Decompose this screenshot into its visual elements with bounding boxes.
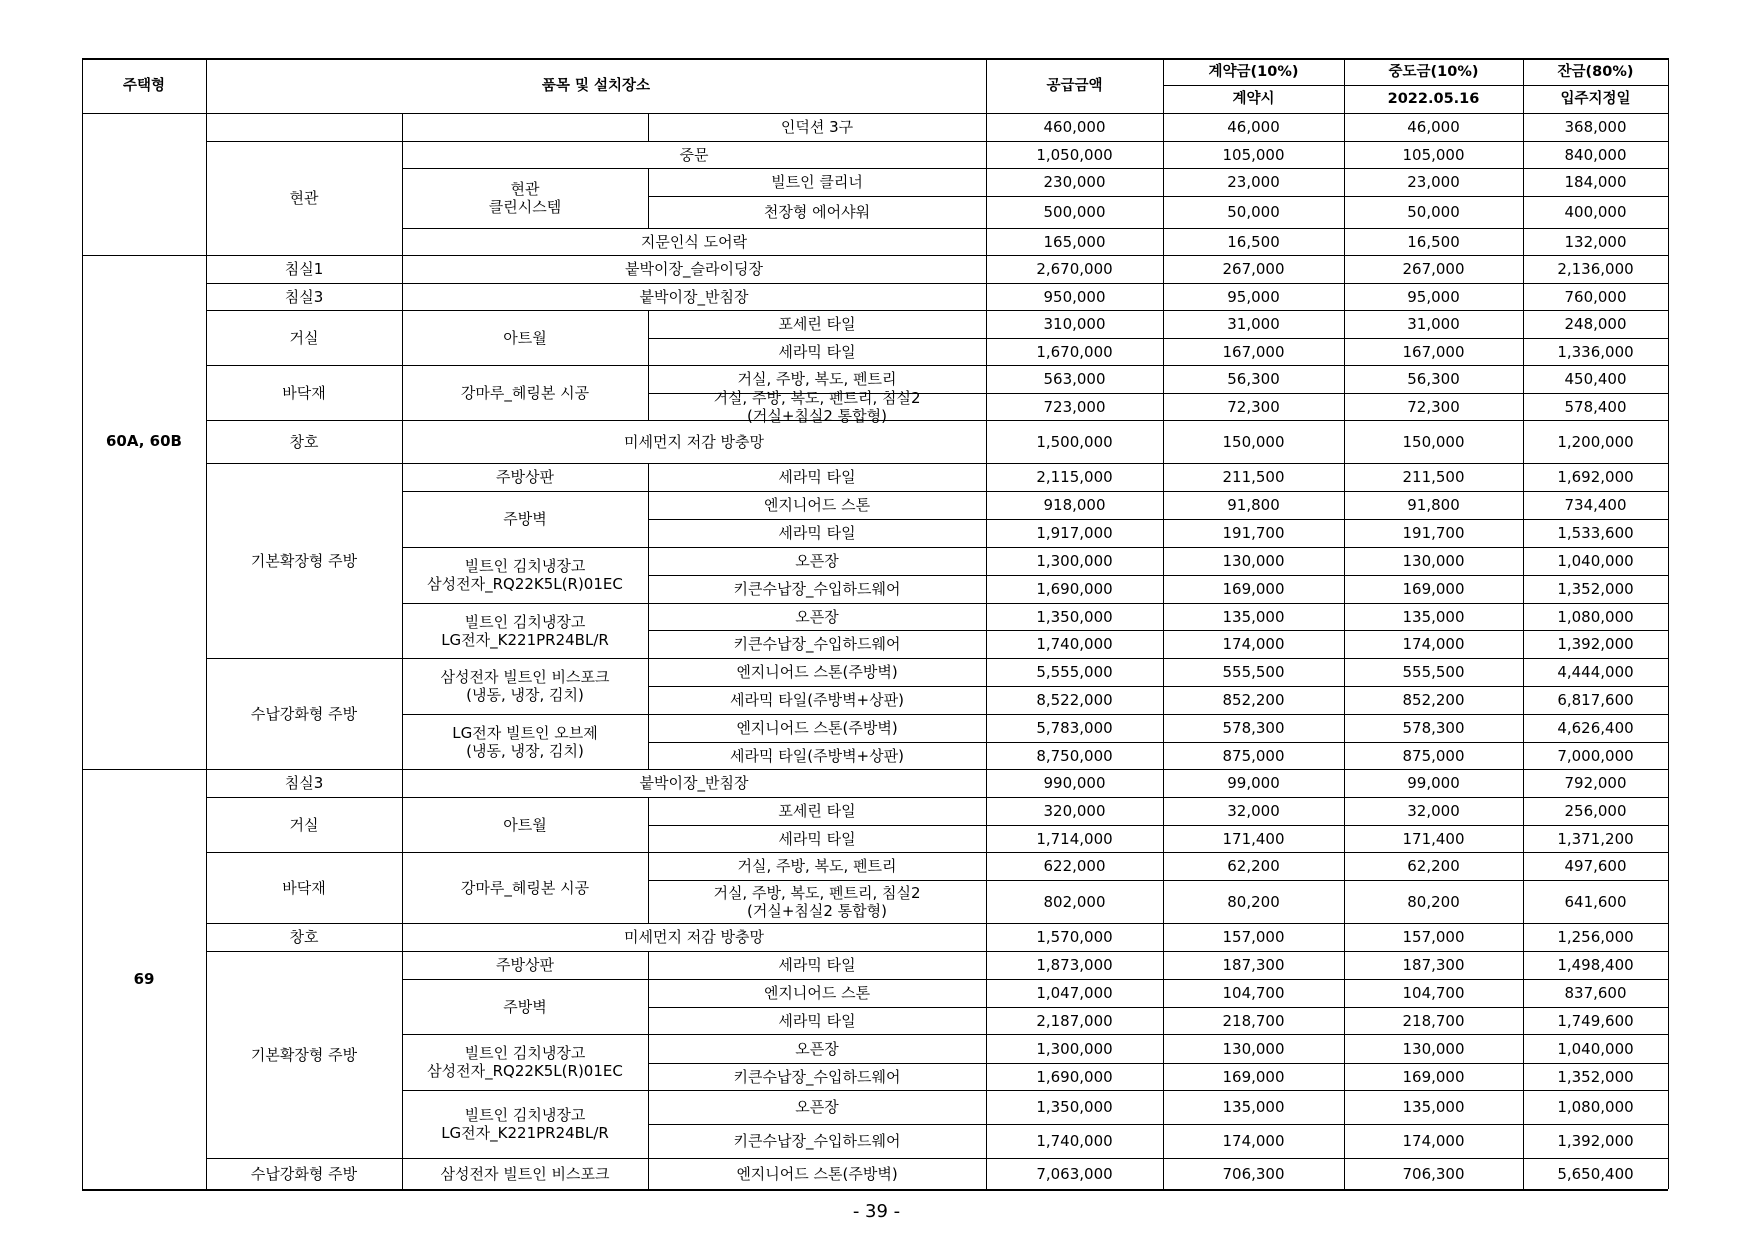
header-interim-sub: 2022.05.16 xyxy=(1387,91,1480,107)
row-interim: 99,000 xyxy=(1407,774,1460,792)
row-supply-price: 1,917,000 xyxy=(1036,524,1113,542)
row-item: 세라믹 타일 xyxy=(778,468,856,486)
row-item: 키큰수납장_수입하드웨어 xyxy=(733,1067,901,1086)
row-subcategory: 삼성전자 빌트인 비스포크 (냉동, 냉장, 김치) xyxy=(440,668,610,704)
row-interim: 23,000 xyxy=(1407,173,1460,191)
row-interim: 578,300 xyxy=(1402,719,1465,737)
row-supply-price: 230,000 xyxy=(1043,173,1106,191)
row-balance: 400,000 xyxy=(1564,203,1627,221)
row-interim: 72,300 xyxy=(1407,397,1460,416)
row-item: 세라믹 타일(주방벽+상판) xyxy=(730,746,904,765)
row-supply-price: 460,000 xyxy=(1043,118,1106,136)
row-interim: 169,000 xyxy=(1402,1067,1465,1086)
row-interim: 174,000 xyxy=(1402,1132,1465,1150)
row-deposit: 23,000 xyxy=(1227,173,1280,191)
row-supply-price: 918,000 xyxy=(1043,496,1106,514)
row-deposit: 56,300 xyxy=(1227,370,1280,388)
row-balance: 1,336,000 xyxy=(1557,342,1634,361)
row-interim: 91,800 xyxy=(1407,496,1460,514)
row-category: 수납강화형 주방 xyxy=(250,1164,358,1183)
row-interim: 150,000 xyxy=(1402,432,1465,451)
row-item: 지문인식 도어락 xyxy=(640,232,748,251)
row-balance: 256,000 xyxy=(1564,802,1627,820)
row-item: 미세먼지 저감 방충망 xyxy=(624,432,764,451)
row-supply-price: 723,000 xyxy=(1043,397,1106,416)
row-item: 빌트인 클리너 xyxy=(771,173,863,191)
row-item: 오픈장 xyxy=(795,552,839,570)
row-supply-price: 2,115,000 xyxy=(1036,468,1113,486)
row-balance: 641,600 xyxy=(1564,892,1627,911)
row-balance: 4,626,400 xyxy=(1557,719,1634,737)
row-category: 기본확장형 주방 xyxy=(250,551,358,570)
row-deposit: 171,400 xyxy=(1222,829,1285,848)
row-supply-price: 500,000 xyxy=(1043,203,1106,221)
row-category: 창호 xyxy=(289,432,319,451)
row-interim: 218,700 xyxy=(1402,1011,1465,1030)
row-deposit: 218,700 xyxy=(1222,1011,1285,1030)
header-supply-price: 공급금액 xyxy=(1046,77,1103,94)
row-item: 세라믹 타일 xyxy=(778,342,856,361)
row-balance: 6,817,600 xyxy=(1557,691,1634,709)
row-deposit: 169,000 xyxy=(1222,1067,1285,1086)
row-interim: 56,300 xyxy=(1407,370,1460,388)
row-item: 세라믹 타일 xyxy=(778,956,856,974)
row-supply-price: 1,350,000 xyxy=(1036,607,1113,626)
row-balance: 1,392,000 xyxy=(1557,635,1634,653)
row-supply-price: 7,063,000 xyxy=(1036,1164,1113,1183)
row-supply-price: 990,000 xyxy=(1043,774,1106,792)
header-interim: 중도금(10%) xyxy=(1388,63,1479,80)
row-item: 세라믹 타일 xyxy=(778,1011,856,1030)
row-supply-price: 8,750,000 xyxy=(1036,746,1113,765)
row-interim: 555,500 xyxy=(1402,663,1465,681)
row-balance: 1,749,600 xyxy=(1557,1011,1634,1030)
header-housing-type: 주택형 xyxy=(122,77,166,94)
row-interim: 130,000 xyxy=(1402,1039,1465,1058)
row-interim: 167,000 xyxy=(1402,342,1465,361)
row-balance: 1,080,000 xyxy=(1557,607,1634,626)
option-price-table xyxy=(82,58,1668,1189)
row-subcategory: 주방벽 xyxy=(503,997,547,1016)
row-category: 거실 xyxy=(289,815,319,834)
row-deposit: 62,200 xyxy=(1227,857,1280,875)
row-deposit: 267,000 xyxy=(1222,260,1285,278)
row-category: 바닥재 xyxy=(282,383,326,402)
row-item: 인덕션 3구 xyxy=(780,118,854,136)
row-deposit: 130,000 xyxy=(1222,552,1285,570)
row-supply-price: 1,047,000 xyxy=(1036,984,1113,1002)
row-subcategory: 아트월 xyxy=(503,328,547,347)
row-category: 창호 xyxy=(289,928,319,946)
row-deposit: 80,200 xyxy=(1227,892,1280,911)
row-deposit: 555,500 xyxy=(1222,663,1285,681)
row-deposit: 31,000 xyxy=(1227,315,1280,333)
row-balance: 1,352,000 xyxy=(1557,1067,1634,1086)
row-balance: 1,352,000 xyxy=(1557,580,1634,598)
row-category: 기본확장형 주방 xyxy=(250,1045,358,1064)
row-supply-price: 1,500,000 xyxy=(1036,432,1113,451)
row-supply-price: 310,000 xyxy=(1043,315,1106,333)
row-subcategory: 빌트인 김치냉장고 삼성전자_RQ22K5L(R)01EC xyxy=(427,557,623,593)
row-interim: 32,000 xyxy=(1407,802,1460,820)
row-interim: 169,000 xyxy=(1402,580,1465,598)
row-deposit: 167,000 xyxy=(1222,342,1285,361)
row-supply-price: 320,000 xyxy=(1043,802,1106,820)
row-subcategory: 현관 클린시스템 xyxy=(488,180,562,216)
row-subcategory: LG전자 빌트인 오브제 (냉동, 냉장, 김치) xyxy=(452,723,598,760)
row-deposit: 135,000 xyxy=(1222,607,1285,626)
group-label-69: 69 xyxy=(133,970,155,988)
row-supply-price: 950,000 xyxy=(1043,287,1106,306)
row-supply-price: 1,570,000 xyxy=(1036,928,1113,946)
row-balance: 5,650,400 xyxy=(1557,1164,1634,1183)
row-supply-price: 1,740,000 xyxy=(1036,635,1113,653)
row-item: 천장형 에어샤워 xyxy=(763,203,871,221)
row-supply-price: 1,670,000 xyxy=(1036,342,1113,361)
row-deposit: 105,000 xyxy=(1222,145,1285,164)
row-supply-price: 8,522,000 xyxy=(1036,691,1113,709)
row-deposit: 578,300 xyxy=(1222,719,1285,737)
row-item: 거실, 주방, 복도, 펜트리 xyxy=(737,857,897,875)
row-category: 침실3 xyxy=(284,287,324,306)
row-item: 세라믹 타일 xyxy=(778,524,856,542)
row-balance: 1,498,400 xyxy=(1557,956,1634,974)
row-category: 침실1 xyxy=(284,260,324,278)
header-item-location: 품목 및 설치장소 xyxy=(541,77,651,94)
row-balance: 1,040,000 xyxy=(1557,1039,1634,1058)
row-balance: 1,392,000 xyxy=(1557,1132,1634,1150)
row-deposit: 706,300 xyxy=(1222,1164,1285,1183)
row-interim: 171,400 xyxy=(1402,829,1465,848)
row-deposit: 46,000 xyxy=(1227,118,1280,136)
row-interim: 174,000 xyxy=(1402,635,1465,653)
row-supply-price: 165,000 xyxy=(1043,232,1106,251)
row-item: 키큰수납장_수입하드웨어 xyxy=(733,1132,901,1150)
header-deposit: 계약금(10%) xyxy=(1208,63,1299,80)
row-balance: 837,600 xyxy=(1564,984,1627,1002)
row-item: 붙박이장_반침장 xyxy=(639,287,749,306)
row-balance: 368,000 xyxy=(1564,118,1627,136)
row-deposit: 191,700 xyxy=(1222,524,1285,542)
row-supply-price: 1,873,000 xyxy=(1036,956,1113,974)
row-supply-price: 2,187,000 xyxy=(1036,1011,1113,1030)
row-deposit: 169,000 xyxy=(1222,580,1285,598)
row-balance: 132,000 xyxy=(1564,232,1627,251)
row-item: 거실, 주방, 복도, 펜트리, 침실2 (거실+침실2 통합형) xyxy=(713,388,921,425)
row-balance: 248,000 xyxy=(1564,315,1627,333)
row-deposit: 104,700 xyxy=(1222,984,1285,1002)
row-category: 수납강화형 주방 xyxy=(250,704,358,723)
page-number: - 39 - xyxy=(852,1201,901,1222)
row-supply-price: 1,300,000 xyxy=(1036,1039,1113,1058)
row-item: 중문 xyxy=(679,145,709,164)
row-deposit: 16,500 xyxy=(1227,232,1280,251)
row-deposit: 72,300 xyxy=(1227,397,1280,416)
row-interim: 80,200 xyxy=(1407,892,1460,911)
row-deposit: 157,000 xyxy=(1222,928,1285,946)
row-item: 거실, 주방, 복도, 펜트리, 침실2 (거실+침실2 통합형) xyxy=(713,883,921,920)
row-subcategory: 주방벽 xyxy=(503,510,547,528)
row-deposit: 174,000 xyxy=(1222,1132,1285,1150)
row-balance: 734,400 xyxy=(1564,496,1627,514)
row-item: 엔지니어드 스톤(주방벽) xyxy=(736,719,898,737)
row-interim: 104,700 xyxy=(1402,984,1465,1002)
row-subcategory: 빌트인 김치냉장고 LG전자_K221PR24BL/R xyxy=(441,612,609,649)
row-supply-price: 1,050,000 xyxy=(1036,145,1113,164)
row-balance: 497,600 xyxy=(1564,857,1627,875)
row-balance: 450,400 xyxy=(1564,370,1627,388)
row-balance: 184,000 xyxy=(1564,173,1627,191)
row-item: 오픈장 xyxy=(795,1098,839,1116)
row-item: 엔지니어드 스톤(주방벽) xyxy=(736,1164,898,1183)
row-balance: 7,000,000 xyxy=(1557,746,1634,765)
row-deposit: 150,000 xyxy=(1222,432,1285,451)
row-subcategory: 주방상판 xyxy=(496,468,554,486)
row-item: 붙박이장_반침장 xyxy=(639,774,749,792)
row-deposit: 91,800 xyxy=(1227,496,1280,514)
row-interim: 875,000 xyxy=(1402,746,1465,765)
row-supply-price: 5,783,000 xyxy=(1036,719,1113,737)
row-category: 현관 xyxy=(289,189,319,207)
row-balance: 4,444,000 xyxy=(1557,663,1634,681)
row-supply-price: 1,350,000 xyxy=(1036,1098,1113,1116)
row-supply-price: 622,000 xyxy=(1043,857,1106,875)
row-interim: 267,000 xyxy=(1402,260,1465,278)
row-deposit: 95,000 xyxy=(1227,287,1280,306)
row-deposit: 875,000 xyxy=(1222,746,1285,765)
row-balance: 1,256,000 xyxy=(1557,928,1634,946)
row-interim: 50,000 xyxy=(1407,203,1460,221)
row-balance: 2,136,000 xyxy=(1557,260,1634,278)
row-balance: 1,692,000 xyxy=(1557,468,1634,486)
row-subcategory: 주방상판 xyxy=(496,956,554,974)
row-subcategory: 강마루_헤링본 시공 xyxy=(460,383,590,402)
header-deposit-sub: 계약시 xyxy=(1232,91,1275,107)
row-subcategory: 강마루_헤링본 시공 xyxy=(460,878,590,897)
row-interim: 191,700 xyxy=(1402,524,1465,542)
row-supply-price: 1,300,000 xyxy=(1036,552,1113,570)
row-subcategory: 삼성전자 빌트인 비스포크 xyxy=(440,1164,610,1183)
row-subcategory xyxy=(402,113,648,141)
row-deposit: 50,000 xyxy=(1227,203,1280,221)
row-interim: 135,000 xyxy=(1402,1098,1465,1116)
row-item: 미세먼지 저감 방충망 xyxy=(624,928,764,946)
group-label-60: 60A, 60B xyxy=(106,432,182,450)
row-item: 엔지니어드 스톤(주방벽) xyxy=(736,663,898,681)
row-balance: 1,533,600 xyxy=(1557,524,1634,542)
row-interim: 135,000 xyxy=(1402,607,1465,626)
header-balance-sub: 입주지정일 xyxy=(1560,91,1631,107)
row-deposit: 187,300 xyxy=(1222,956,1285,974)
row-item: 거실, 주방, 복도, 펜트리 xyxy=(737,370,897,388)
row-balance: 840,000 xyxy=(1564,145,1627,164)
row-balance: 1,200,000 xyxy=(1557,432,1634,451)
row-supply-price: 2,670,000 xyxy=(1036,260,1113,278)
row-interim: 157,000 xyxy=(1402,928,1465,946)
row-deposit: 130,000 xyxy=(1222,1039,1285,1058)
row-deposit: 135,000 xyxy=(1222,1098,1285,1116)
header-balance: 잔금(80%) xyxy=(1557,63,1634,80)
row-category: 거실 xyxy=(289,328,319,347)
row-balance: 760,000 xyxy=(1564,287,1627,306)
row-item: 엔지니어드 스톤 xyxy=(763,496,871,514)
row-item: 포세린 타일 xyxy=(778,315,856,333)
row-deposit: 174,000 xyxy=(1222,635,1285,653)
row-balance: 1,040,000 xyxy=(1557,552,1634,570)
row-item: 포세린 타일 xyxy=(778,802,856,820)
row-interim: 706,300 xyxy=(1402,1164,1465,1183)
row-subcategory: 빌트인 김치냉장고 삼성전자_RQ22K5L(R)01EC xyxy=(427,1044,623,1080)
row-subcategory: 빌트인 김치냉장고 LG전자_K221PR24BL/R xyxy=(441,1106,609,1142)
row-item: 세라믹 타일 xyxy=(778,829,856,848)
row-item: 세라믹 타일(주방벽+상판) xyxy=(730,691,904,709)
row-balance: 792,000 xyxy=(1564,774,1627,792)
row-interim: 46,000 xyxy=(1407,118,1460,136)
row-interim: 211,500 xyxy=(1402,468,1465,486)
row-balance: 1,080,000 xyxy=(1557,1098,1634,1116)
row-interim: 187,300 xyxy=(1402,956,1465,974)
row-deposit: 99,000 xyxy=(1227,774,1280,792)
row-interim: 31,000 xyxy=(1407,315,1460,333)
row-interim: 130,000 xyxy=(1402,552,1465,570)
row-deposit: 32,000 xyxy=(1227,802,1280,820)
row-supply-price: 1,740,000 xyxy=(1036,1132,1113,1150)
row-item: 키큰수납장_수입하드웨어 xyxy=(733,635,901,653)
row-interim: 62,200 xyxy=(1407,857,1460,875)
row-balance: 578,400 xyxy=(1564,397,1627,416)
row-category xyxy=(206,113,402,141)
row-item: 키큰수납장_수입하드웨어 xyxy=(733,580,901,598)
row-interim: 95,000 xyxy=(1407,287,1460,306)
row-supply-price: 5,555,000 xyxy=(1036,663,1113,681)
row-category: 바닥재 xyxy=(282,878,326,897)
row-supply-price: 1,690,000 xyxy=(1036,580,1113,598)
row-item: 엔지니어드 스톤 xyxy=(763,984,871,1002)
row-interim: 16,500 xyxy=(1407,232,1460,251)
row-supply-price: 1,690,000 xyxy=(1036,1067,1113,1086)
row-supply-price: 1,714,000 xyxy=(1036,829,1113,848)
row-category: 침실3 xyxy=(284,774,324,792)
row-balance: 1,371,200 xyxy=(1557,829,1634,848)
row-item: 오픈장 xyxy=(795,607,839,626)
row-interim: 852,200 xyxy=(1402,691,1465,709)
row-deposit: 852,200 xyxy=(1222,691,1285,709)
row-subcategory: 아트월 xyxy=(503,815,547,834)
row-item: 오픈장 xyxy=(795,1039,839,1058)
row-deposit: 211,500 xyxy=(1222,468,1285,486)
row-interim: 105,000 xyxy=(1402,145,1465,164)
row-item: 붙박이장_슬라이딩장 xyxy=(625,260,763,278)
row-supply-price: 802,000 xyxy=(1043,892,1106,911)
row-supply-price: 563,000 xyxy=(1043,370,1106,388)
